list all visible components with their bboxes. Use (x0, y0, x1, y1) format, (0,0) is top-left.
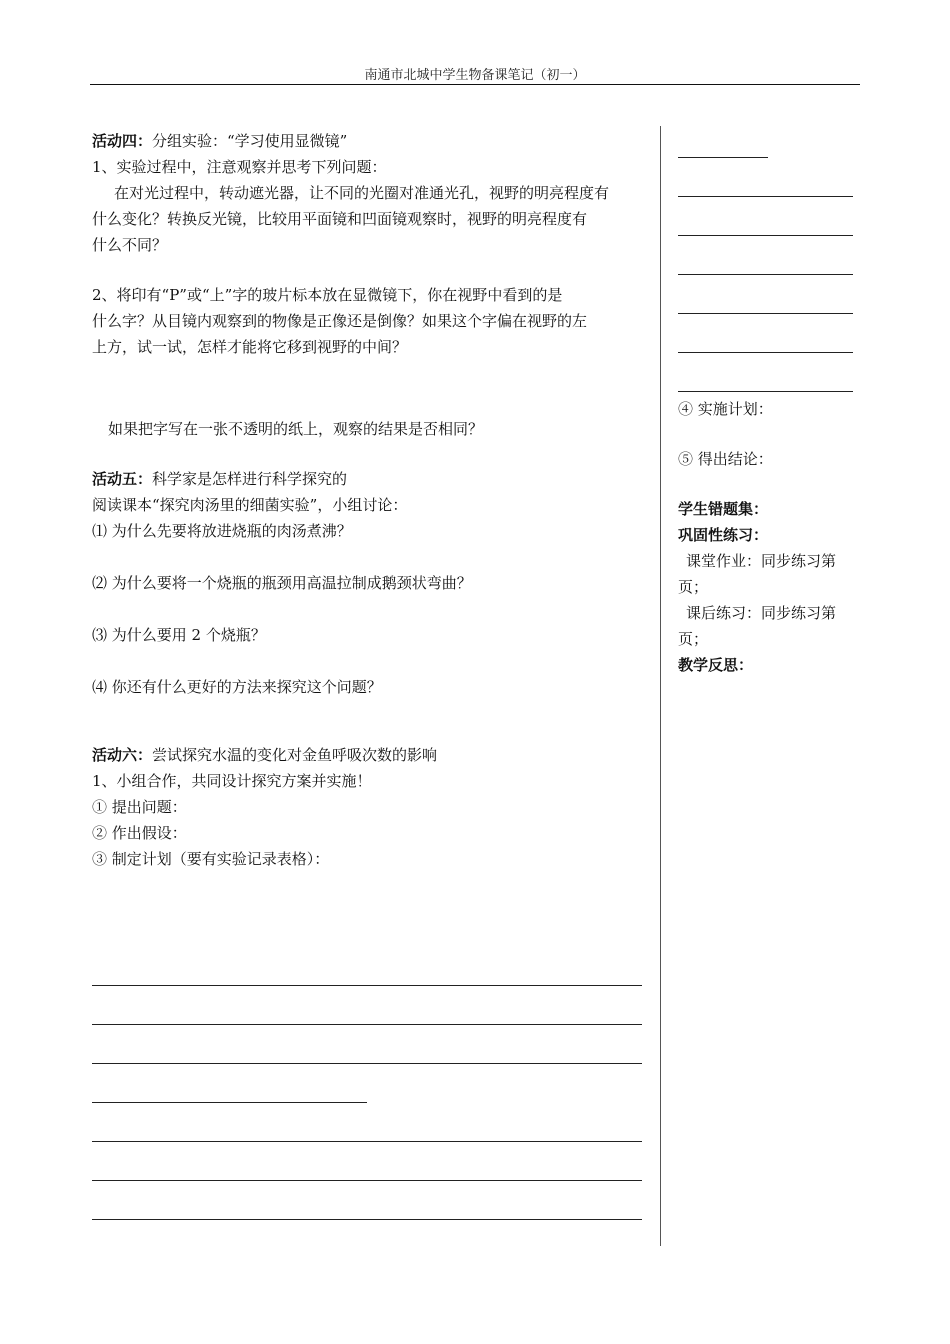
activity-4-question-1-line-1: 在对光过程中，转动遮光器，让不同的光圈对准通光孔，视野的明亮程度有 (114, 184, 610, 202)
activity-4-question-3: 如果把字写在一张不透明的纸上，观察的结果是否相同？ (108, 420, 484, 438)
answer-line (92, 985, 642, 986)
activity-6-step-2: ② 作出假设： (92, 824, 187, 842)
activity-4-question-1: 1、实验过程中，注意观察并思考下列问题： (92, 158, 387, 176)
teaching-reflection-heading: 教学反思： (678, 656, 754, 674)
activity-5-question-2: ⑵ 为什么要将一个烧瓶的瓶颈用高温拉制成鹅颈状弯曲？ (92, 574, 472, 592)
side-note-line (678, 391, 853, 392)
activity-4-question-2-line-1: 2、将印有“P”或“上”字的玻片标本放在显微镜下，你在视野中看到的是 (92, 286, 563, 304)
class-work-line-1: 课堂作业：同步练习第 (686, 552, 837, 570)
answer-line (92, 1141, 642, 1142)
spacer (678, 472, 868, 496)
spacer (92, 258, 644, 282)
side-note-line (678, 235, 853, 236)
student-errors-heading: 学生错题集： (678, 500, 769, 518)
spacer (678, 422, 868, 446)
answer-line (92, 1102, 367, 1103)
side-step-5: ⑤ 得出结论： (678, 450, 773, 468)
spacer (92, 360, 644, 416)
answer-line (92, 1063, 642, 1064)
activity-5-title: 活动五： (92, 470, 153, 488)
activity-4-text: 分组实验：“学习使用显微镜” (152, 132, 348, 150)
activity-4-question-1-line-3: 什么不同？ (92, 236, 168, 254)
column-divider (660, 126, 661, 1246)
activity-5-intro: 阅读课本“探究肉汤里的细菌实验”，小组讨论： (92, 496, 408, 514)
spacer (92, 648, 644, 674)
answer-line (92, 1180, 642, 1181)
spacer (92, 442, 644, 466)
side-note-line (678, 157, 768, 158)
header-rule (90, 84, 860, 85)
after-class-line-1: 课后练习：同步练习第 (686, 604, 837, 622)
spacer (92, 700, 644, 742)
spacer (92, 544, 644, 570)
activity-5-text: 科学家是怎样进行科学探究的 (152, 470, 348, 488)
activity-4-question-1-line-2: 什么变化？转换反光镜，比较用平面镜和凹面镜观察时，视野的明亮程度有 (92, 210, 588, 228)
activity-4-question-2-line-2: 什么字？从目镜内观察到的物像是正像还是倒像？如果这个字偏在视野的左 (92, 312, 588, 330)
side-note-line (678, 352, 853, 353)
side-note-line (678, 313, 853, 314)
side-column (678, 128, 868, 678)
activity-6-title: 活动六： (92, 746, 153, 764)
activity-6-step-3: ③ 制定计划（要有实验记录表格）： (92, 850, 330, 868)
answer-lines (92, 985, 642, 1220)
activity-4-heading (92, 128, 644, 154)
activity-6-text: 尝试探究水温的变化对金鱼呼吸次数的影响 (152, 746, 438, 764)
page-header: 南通市北城中学生物备课笔记（初一） (364, 68, 586, 83)
activity-4-title: 活动四： (92, 132, 153, 150)
activity-6-heading (92, 742, 644, 768)
activity-5-question-1: ⑴ 为什么先要将放进烧瓶的肉汤煮沸？ (92, 522, 352, 540)
activity-5-heading (92, 466, 644, 492)
side-note-line (678, 274, 853, 275)
spacer (92, 596, 644, 622)
activity-6-step-1: ① 提出问题： (92, 798, 187, 816)
class-work-line-2: 页； (678, 578, 709, 596)
after-class-line-2: 页； (678, 630, 709, 648)
main-column (92, 128, 644, 872)
activity-5-question-3: ⑶ 为什么要用 2 个烧瓶？ (92, 626, 266, 644)
answer-line (92, 1024, 642, 1025)
side-note-line (678, 196, 853, 197)
activity-4-question-2-line-3: 上方，试一试，怎样才能将它移到视野的中间？ (92, 338, 408, 356)
activity-6-question-1: 1、小组合作，共同设计探究方案并实施！ (92, 772, 372, 790)
answer-line (92, 1219, 642, 1220)
activity-5-question-4: ⑷ 你还有什么更好的方法来探究这个问题？ (92, 678, 382, 696)
side-step-4: ④ 实施计划： (678, 400, 773, 418)
practice-heading: 巩固性练习： (678, 526, 769, 544)
